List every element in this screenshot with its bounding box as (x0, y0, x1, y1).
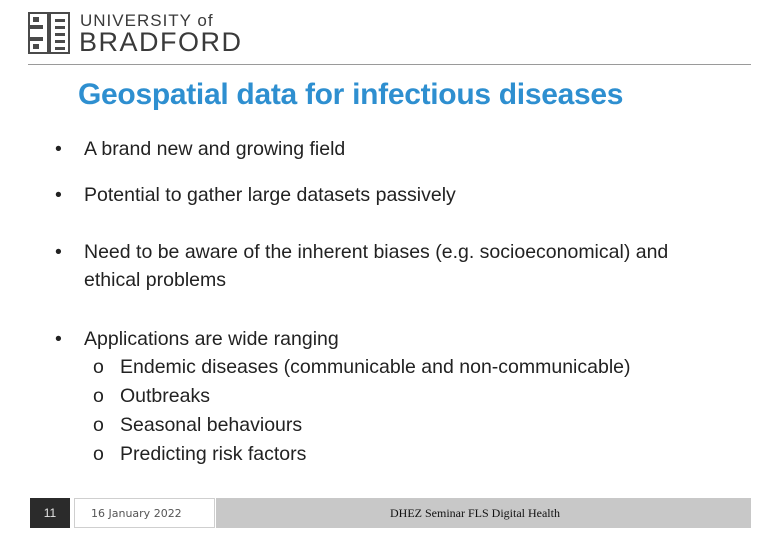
sub-bullet-text: Outbreaks (120, 385, 210, 407)
bullet-glyph: • (55, 138, 62, 160)
page-number: 11 (30, 498, 70, 528)
bullet-text: Need to be aware of the inherent biases (e.g. socioeconomical) and ethical problems (84, 241, 669, 291)
sub-bullet-glyph: o (93, 443, 104, 465)
sub-bullet-text: Seasonal behaviours (120, 414, 303, 436)
bullet-glyph: • (55, 328, 62, 350)
footer-seminar-bar (216, 498, 751, 528)
sub-bullet-text: Endemic diseases (communicable and non-communicable) (120, 356, 631, 378)
header-divider (28, 64, 751, 65)
bullet-text: Potential to gather large datasets passively (84, 184, 456, 206)
bullet-text: Applications are wide ranging (84, 328, 339, 350)
university-crest-icon (28, 12, 70, 54)
footer-seminar-text: DHEZ Seminar FLS Digital Health (390, 506, 560, 520)
slide-title: Geospatial data for infectious diseases (78, 78, 624, 111)
bullet-text: A brand new and growing field (84, 138, 346, 160)
sub-bullet-glyph: o (93, 385, 104, 407)
logo-text-university: UNIVERSITY of (80, 11, 214, 30)
slide-footer (30, 498, 751, 528)
bullet-glyph: • (55, 184, 62, 206)
sub-bullet-glyph: o (93, 356, 104, 378)
bullet-glyph: • (55, 241, 62, 263)
sub-bullet-glyph: o (93, 414, 104, 436)
logo-text-bradford: BRADFORD (79, 27, 243, 57)
sub-bullet-text: Predicting risk factors (120, 443, 307, 465)
footer-date: 16 January 2022 (74, 498, 215, 528)
university-logo (28, 10, 258, 58)
